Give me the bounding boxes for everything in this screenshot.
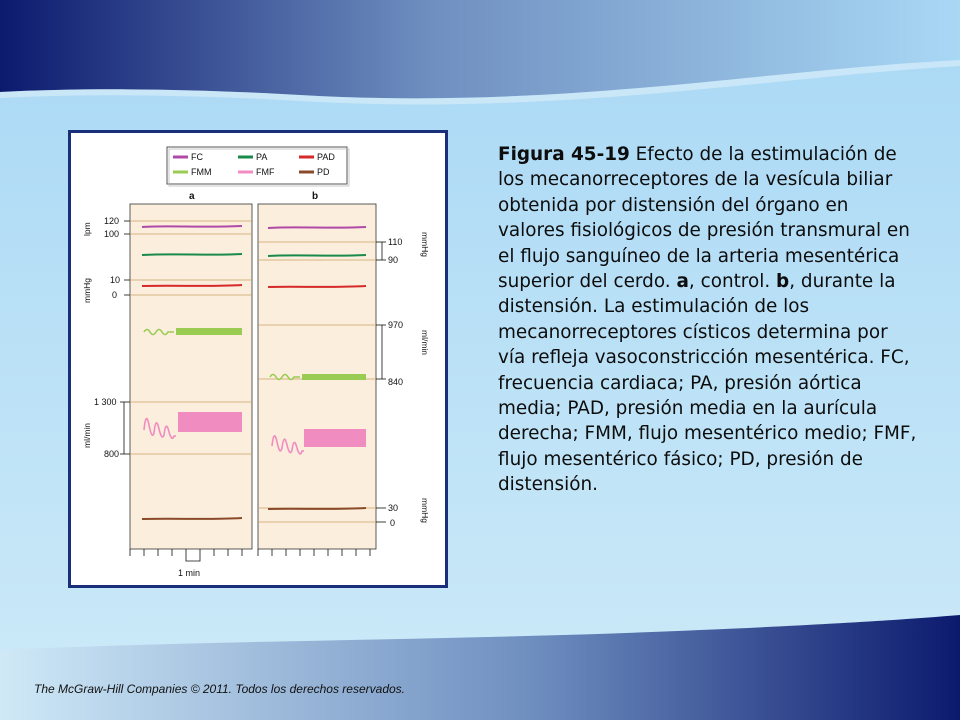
caption-label-b: b [776,271,790,293]
right-tick-840: 840 [388,377,404,387]
right-unit-fmm: ml/min [420,330,430,356]
caption-text-1: Efecto de la estimulación de los mecanorreceptores de la vesícula biliar obtenida por distensión del órgano en valores fisiológicos de presión transmural en el flujo sanguíneo de la arteria mesentérica superior del cerdo. [498,144,910,293]
trace-pd-b [268,508,366,509]
trace-pa-b [268,255,366,256]
trace-fmm-b-band [302,374,366,380]
caption-title: Figura 45-19 [498,144,630,165]
left-unit-pad: mmHg [82,277,92,303]
figure-caption [498,142,918,498]
svg-text:FC: FC [191,152,203,162]
trace-fmf-b-band [304,429,366,447]
left-tick-1300: 1 300 [94,397,117,407]
svg-text:FMM: FMM [191,167,212,177]
left-unit-fmf: ml/min [82,422,92,448]
trace-fmf-a-band [178,412,242,432]
trace-pad-b [268,286,366,287]
left-tick-800: 800 [104,449,120,459]
trace-fc-b [268,227,366,228]
caption-text-3: , durante la distensión. La estimulación de los mecanorreceptores císticos determina por vía refleja vasoconstricción mesentérica. FC, frecuencia cardiaca; PA, presión aórtica media; PAD, presión media en la aurícula derecha; FMM, flujo mesentérico medio; FMF, flujo mesentérico fásico; PD, presión de distensión. [498,271,917,496]
panel-a [130,204,252,549]
caption-label-a: a [676,271,689,293]
left-tick-0: 0 [112,290,118,300]
right-unit-pd: mmHg [420,498,430,524]
svg-text:FMF: FMF [256,167,275,177]
left-tick-100: 100 [104,229,120,239]
right-tick-110: 110 [388,237,403,247]
panel-a-label: a [189,191,195,202]
trace-pd-a [142,518,242,519]
right-tick-90: 90 [388,255,399,265]
panel-b-label: b [312,191,319,202]
right-tick-970: 970 [388,320,404,330]
right-tick-0: 0 [390,518,396,528]
copyright-footer: The McGraw-Hill Companies © 2011. Todos los derechos reservados. [34,682,406,696]
trace-fmm-a-band [176,328,242,335]
legend [167,147,349,186]
trace-fc-a [142,226,242,227]
time-scale-label: 1 min [178,568,201,578]
left-tick-120: 120 [104,216,120,226]
trace-pad-a [142,285,242,286]
svg-text:PD: PD [317,167,330,177]
left-unit-fc: lpm [82,222,92,236]
trace-pa-a [142,254,242,255]
caption-text-2: , control. [688,271,777,293]
svg-text:PA: PA [256,152,268,162]
svg-text:PAD: PAD [317,152,335,162]
right-tick-30: 30 [388,503,399,513]
right-unit-pa: mmHg [420,232,430,258]
left-tick-10: 10 [110,275,121,285]
figure-panel [68,130,448,588]
